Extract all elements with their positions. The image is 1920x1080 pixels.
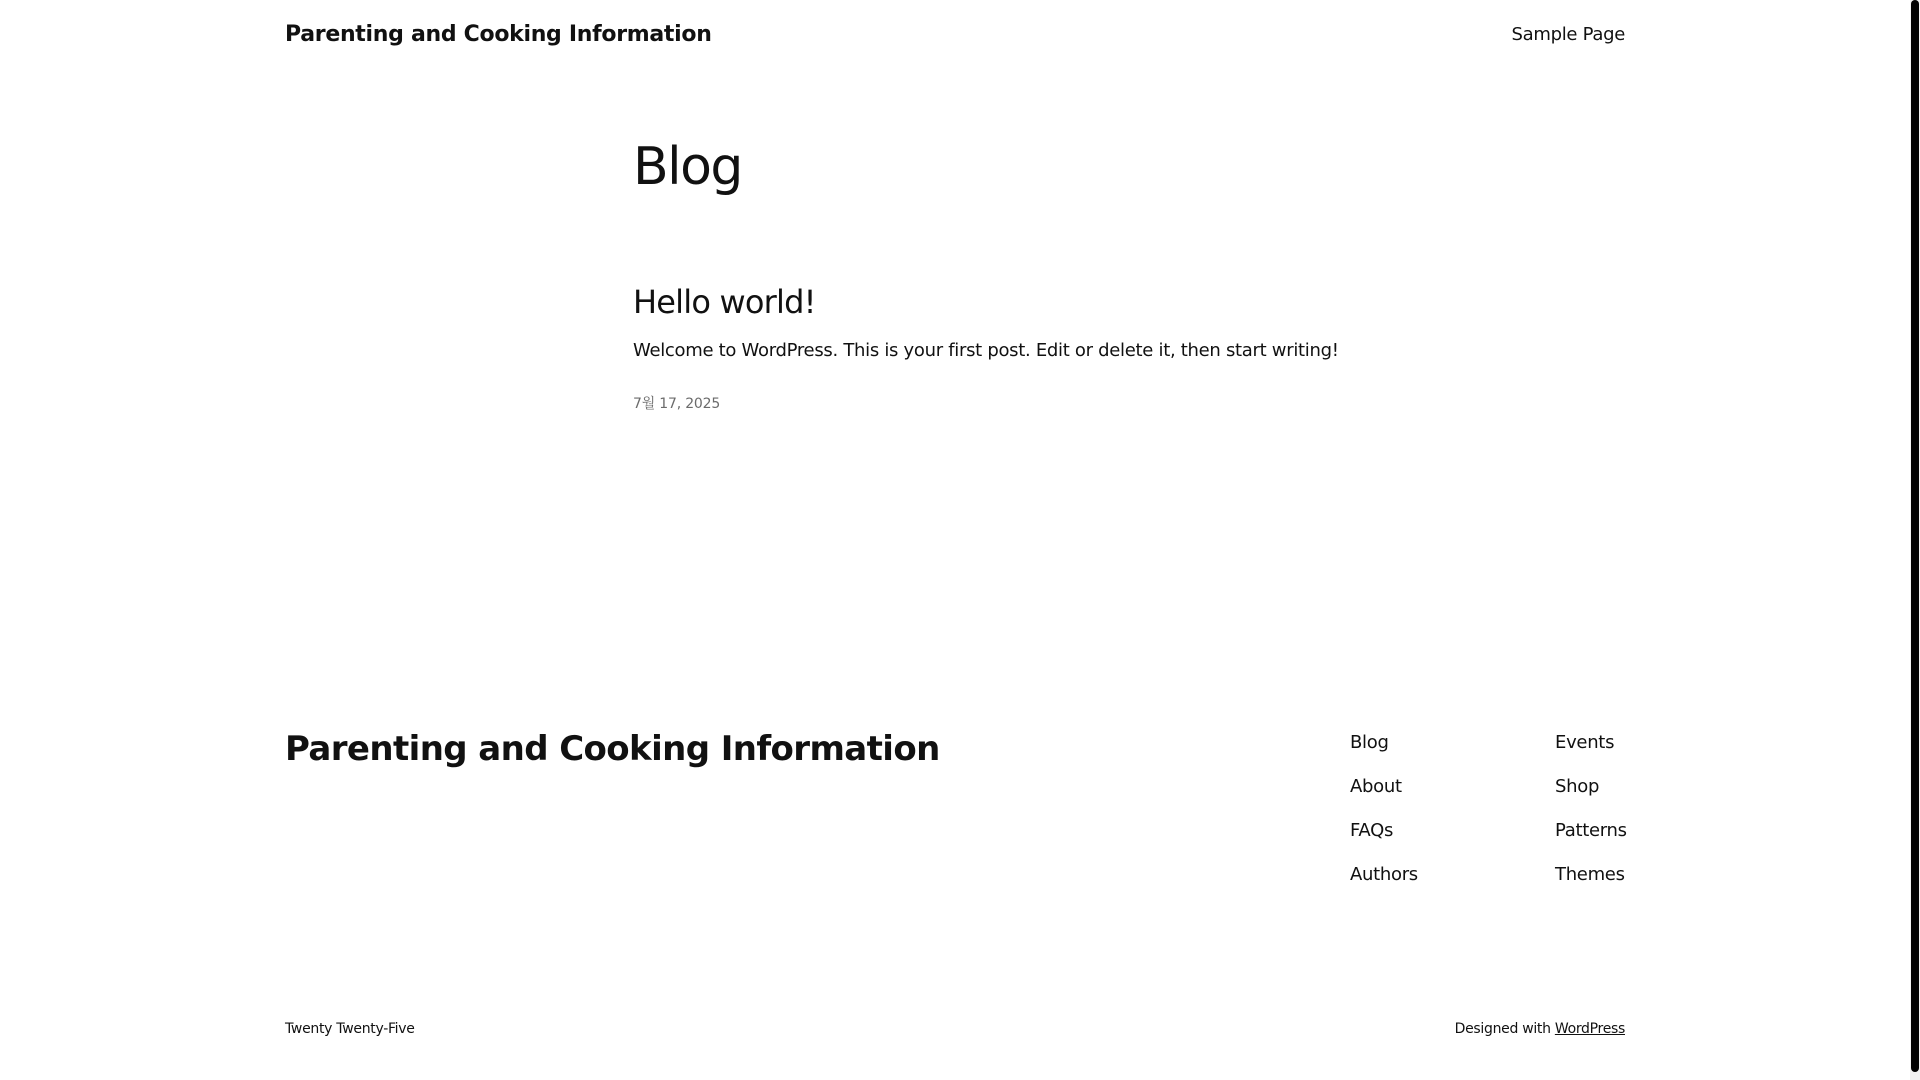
footer-nav-column-2	[1555, 730, 1627, 906]
page-title: Blog	[633, 137, 742, 197]
post-title-link[interactable]: Hello world!	[633, 283, 816, 321]
footer-credit	[1455, 1018, 1625, 1040]
post-date: 7월 17, 2025	[633, 396, 721, 412]
footer-link-faqs[interactable]: FAQs	[1350, 820, 1394, 841]
vertical-scrollbar[interactable]	[1910, 0, 1920, 1080]
footer-link-authors[interactable]: Authors	[1350, 864, 1418, 885]
footer-nav-column-1	[1350, 730, 1418, 906]
footer-link-shop[interactable]: Shop	[1555, 776, 1600, 797]
theme-name: Twenty Twenty-Five	[285, 1021, 415, 1037]
footer-link-about[interactable]: About	[1350, 776, 1402, 797]
post-excerpt: Welcome to WordPress. This is your first post. Edit or delete it, then start writing!	[633, 340, 1339, 361]
nav-item-sample-page[interactable]: Sample Page	[1511, 24, 1625, 45]
footer-site-title-link[interactable]: Parenting and Cooking Information	[285, 729, 940, 769]
credit-prefix: Designed with	[1454, 1021, 1551, 1037]
footer-link-blog[interactable]: Blog	[1350, 732, 1389, 753]
site-title-link[interactable]: Parenting and Cooking Information	[285, 22, 712, 47]
scrollbar-thumb[interactable]	[1911, 0, 1919, 1072]
wordpress-link[interactable]: WordPress	[1554, 1021, 1625, 1037]
footer-link-patterns[interactable]: Patterns	[1555, 820, 1627, 841]
footer-link-themes[interactable]: Themes	[1555, 864, 1625, 885]
footer-link-events[interactable]: Events	[1555, 732, 1615, 753]
